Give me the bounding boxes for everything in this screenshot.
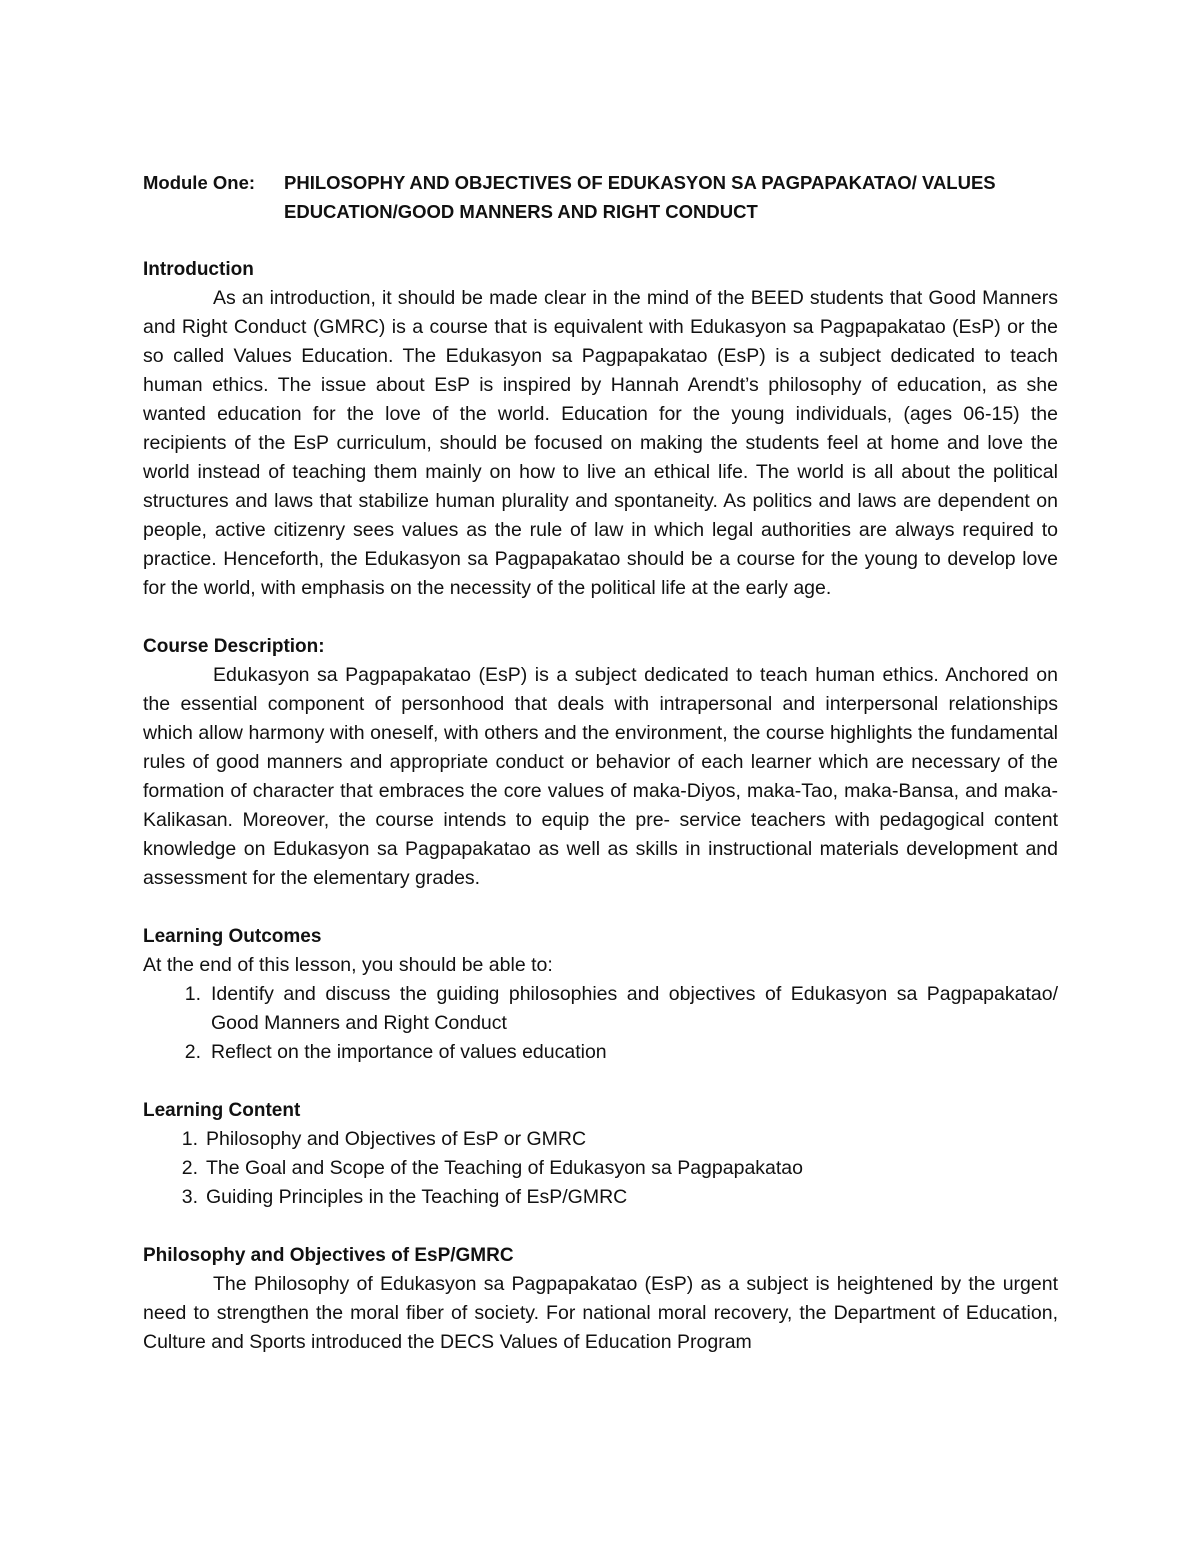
list-item-text: Identify and discuss the guiding philosophies and objectives of Edukasyon sa Pagpapakatao/ Good Manners and Right Conduct [211, 983, 1058, 1034]
learning-outcomes-intro: At the end of this lesson, you should be able to: [143, 954, 553, 976]
course-description-section [143, 632, 1058, 893]
philosophy-body: The Philosophy of Edukasyon sa Pagpapakatao (EsP) as a subject is heightened by the urgent need to strengthen the moral fiber of society. For national moral recovery, the Department of Education, Culture and Sports introduced the DECS Values of Education Program [143, 1273, 1058, 1353]
list-item-number: 2. [184, 1041, 201, 1063]
module-title-text [284, 168, 1058, 226]
course-description-body: Edukasyon sa Pagpapakatao (EsP) is a subject dedicated to teach human ethics. Anchored on the essential component of personhood that deals with intrapersonal and interpersonal relationships which allow harmony with oneself, with others and the environment, the course highlights the fundamental rules of good manners and appropriate conduct or behavior of each learner which are necessary of the formation of character that embraces the core values of maka-Diyos, maka-Tao, maka-Bansa, and maka-Kalikasan. Moreover, the course intends to equip the pre- service teachers with pedagogical content knowledge on Edukasyon sa Pagpapakatao as well as skills in instructional materials development and assessment for the elementary grades. [143, 664, 1058, 889]
list-item [143, 1125, 1058, 1154]
introduction-section [143, 255, 1058, 603]
list-item-number: 1. [184, 983, 201, 1005]
module-title [143, 168, 1058, 226]
list-item-text: Guiding Principles in the Teaching of EsP/GMRC [206, 1186, 628, 1208]
list-item-number: 3. [181, 1186, 198, 1208]
learning-outcomes-section [143, 922, 1058, 1067]
introduction-body: As an introduction, it should be made clear in the mind of the BEED students that Good Manners and Right Conduct (GMRC) is a course that is equivalent with Edukasyon sa Pagpapakatao (EsP) or the so called Values Education. The Edukasyon sa Pagpapakatao (EsP) is a subject dedicated to teach human ethics. The issue about EsP is inspired by Hannah Arendt’s philosophy of education, as she wanted education for the love of the world. Education for the young individuals, (ages 06-15) the recipients of the EsP curriculum, should be focused on making the students feel at home and love the world instead of teaching them mainly on how to live an ethical life. The world is all about the political structures and laws that stabilize human plurality and spontaneity. As politics and laws are dependent on people, active citizenry sees values as the rule of law in which legal authorities are always required to practice. Henceforth, the Edukasyon sa Pagpapakatao should be a course for the young to develop love for the world, with emphasis on the necessity of the political life at the early age. [143, 287, 1058, 599]
learning-content-section [143, 1096, 1058, 1212]
course-description-heading: Course Description: [143, 636, 325, 657]
list-item [143, 1038, 1058, 1067]
module-title-line2: EDUCATION/GOOD MANNERS AND RIGHT CONDUCT [284, 201, 758, 222]
list-item [143, 1183, 1058, 1212]
philosophy-section [143, 1241, 1058, 1357]
list-item-number: 2. [181, 1157, 198, 1179]
document-page [143, 168, 1058, 1357]
spacer [143, 1067, 1058, 1096]
learning-content-list [143, 1125, 1058, 1212]
learning-content-heading: Learning Content [143, 1100, 301, 1121]
module-label: Module One: [143, 172, 256, 193]
spacer [143, 893, 1058, 922]
learning-outcomes-heading: Learning Outcomes [143, 926, 322, 947]
spacer [143, 1212, 1058, 1241]
list-item [143, 980, 1058, 1038]
list-item-number: 1. [181, 1128, 198, 1150]
list-item-text: Reflect on the importance of values education [211, 1041, 607, 1063]
spacer [143, 226, 1058, 255]
introduction-heading: Introduction [143, 259, 254, 280]
list-item [143, 1154, 1058, 1183]
module-title-line1: PHILOSOPHY AND OBJECTIVES OF EDUKASYON SA PAGPAPAKATAO/ VALUES [284, 172, 996, 193]
list-item-text: Philosophy and Objectives of EsP or GMRC [206, 1128, 587, 1150]
learning-outcomes-list [143, 980, 1058, 1067]
spacer [143, 603, 1058, 632]
philosophy-heading: Philosophy and Objectives of EsP/GMRC [143, 1245, 514, 1266]
list-item-text: The Goal and Scope of the Teaching of Edukasyon sa Pagpapakatao [206, 1157, 803, 1179]
